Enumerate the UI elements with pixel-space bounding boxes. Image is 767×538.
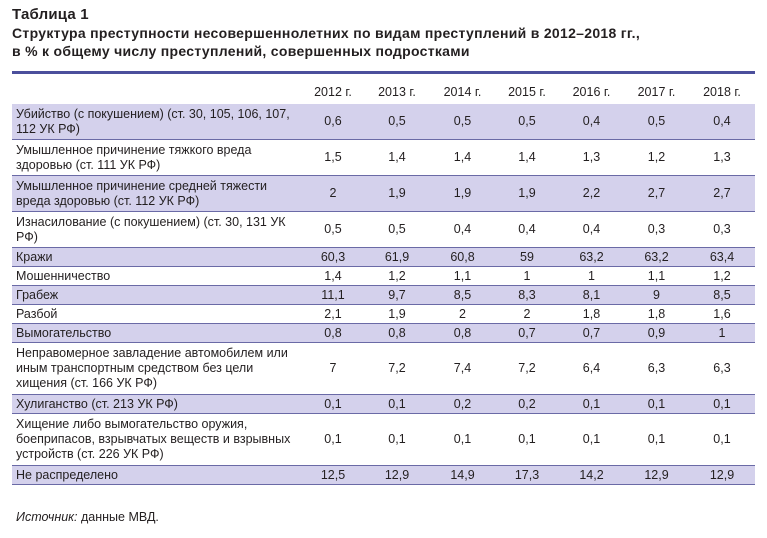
value-cell: 0,5	[364, 212, 430, 248]
value-cell: 0,4	[559, 212, 624, 248]
value-cell: 1,5	[302, 140, 364, 176]
value-cell: 0,4	[495, 212, 559, 248]
value-cell: 6,4	[559, 343, 624, 395]
value-cell: 8,3	[495, 286, 559, 305]
value-cell: 63,4	[689, 248, 755, 267]
value-cell: 1,9	[430, 176, 495, 212]
value-cell: 0,8	[302, 324, 364, 343]
title-rule	[12, 71, 755, 74]
value-cell: 0,1	[302, 395, 364, 414]
value-cell: 2	[430, 305, 495, 324]
value-cell: 7,2	[364, 343, 430, 395]
header-year: 2014 г.	[443, 85, 482, 99]
value-cell: 2,7	[624, 176, 689, 212]
source-text: данные МВД.	[77, 510, 159, 524]
value-cell: 9,7	[364, 286, 430, 305]
value-cell: 1,9	[495, 176, 559, 212]
header-year: 2012 г.	[314, 85, 352, 99]
table-caption-line-1: Структура преступности несовершеннолетних по видам преступлений в 2012–2018 гг.,	[12, 25, 641, 41]
table-row	[12, 140, 755, 176]
value-cell: 1,2	[364, 267, 430, 286]
header-category-cell	[12, 80, 302, 104]
value-cell: 7	[302, 343, 364, 395]
value-cell: 7,4	[430, 343, 495, 395]
value-cell: 1,9	[364, 176, 430, 212]
value-cell: 1,9	[364, 305, 430, 324]
header-row	[12, 80, 755, 104]
table-caption-line-2: в % к общему числу преступлений, совершенных подростками	[12, 43, 470, 59]
value-cell: 61,9	[364, 248, 430, 267]
value-cell: 6,3	[624, 343, 689, 395]
value-cell: 0,6	[302, 104, 364, 140]
value-cell: 2,2	[559, 176, 624, 212]
row-category-label: Не распределено	[12, 466, 302, 485]
table-row	[12, 395, 755, 414]
value-cell: 7,2	[495, 343, 559, 395]
value-cell: 1,4	[495, 140, 559, 176]
value-cell: 14,9	[430, 466, 495, 485]
table-row	[12, 104, 755, 140]
value-cell: 1,3	[559, 140, 624, 176]
header-year: 2016 г.	[572, 85, 611, 99]
header-year: 2017 г.	[637, 85, 676, 99]
value-cell: 59	[495, 248, 559, 267]
table-row	[12, 212, 755, 248]
table-row	[12, 267, 755, 286]
source-note	[16, 510, 159, 524]
value-cell: 6,3	[689, 343, 755, 395]
value-cell: 12,9	[689, 466, 755, 485]
row-category-label: Умышленное причинение тяжкого вреда здоровью (ст. 111 УК РФ)	[12, 140, 302, 176]
value-cell: 2,1	[302, 305, 364, 324]
row-category-label: Хищение либо вымогательство оружия, боеприпасов, взрывчатых веществ и взрывных устройств (ст. 226 УК РФ)	[12, 414, 302, 466]
table-row	[12, 248, 755, 267]
value-cell: 0,1	[364, 414, 430, 466]
value-cell: 14,2	[559, 466, 624, 485]
value-cell: 12,9	[364, 466, 430, 485]
value-cell: 2,7	[689, 176, 755, 212]
value-cell: 0,1	[624, 414, 689, 466]
value-cell: 0,8	[430, 324, 495, 343]
row-category-label: Умышленное причинение средней тяжести вреда здоровью (ст. 112 УК РФ)	[12, 176, 302, 212]
value-cell: 1,4	[302, 267, 364, 286]
table-row	[12, 343, 755, 395]
table-row	[12, 466, 755, 485]
header-year: 2015 г.	[508, 85, 546, 99]
value-cell: 0,7	[495, 324, 559, 343]
value-cell: 0,3	[624, 212, 689, 248]
value-cell: 1,4	[430, 140, 495, 176]
table-row	[12, 176, 755, 212]
value-cell: 1,1	[430, 267, 495, 286]
value-cell: 0,5	[364, 104, 430, 140]
value-cell: 0,8	[364, 324, 430, 343]
value-cell: 0,5	[624, 104, 689, 140]
title-block	[12, 6, 757, 60]
table-row	[12, 305, 755, 324]
crime-structure-table	[12, 80, 755, 485]
value-cell: 0,5	[430, 104, 495, 140]
row-category-label: Вымогательство	[12, 324, 302, 343]
value-cell: 0,7	[559, 324, 624, 343]
table-row	[12, 286, 755, 305]
value-cell: 12,5	[302, 466, 364, 485]
value-cell: 0,1	[430, 414, 495, 466]
value-cell: 1,8	[624, 305, 689, 324]
value-cell: 1	[689, 324, 755, 343]
table-body	[12, 104, 755, 485]
value-cell: 0,1	[302, 414, 364, 466]
value-cell: 8,1	[559, 286, 624, 305]
value-cell: 0,2	[430, 395, 495, 414]
row-category-label: Хулиганство (ст. 213 УК РФ)	[12, 395, 302, 414]
value-cell: 60,3	[302, 248, 364, 267]
row-category-label: Убийство (с покушением) (ст. 30, 105, 106, 107, 112 УК РФ)	[12, 104, 302, 140]
header-year: 2013 г.	[378, 85, 416, 99]
value-cell: 9	[624, 286, 689, 305]
value-cell: 1,3	[689, 140, 755, 176]
value-cell: 1,6	[689, 305, 755, 324]
header-year: 2018 г.	[703, 85, 741, 99]
value-cell: 0,9	[624, 324, 689, 343]
value-cell: 1,8	[559, 305, 624, 324]
value-cell: 60,8	[430, 248, 495, 267]
value-cell: 0,1	[364, 395, 430, 414]
row-category-label: Разбой	[12, 305, 302, 324]
value-cell: 2	[302, 176, 364, 212]
source-label: Источник:	[16, 510, 78, 524]
value-cell: 0,5	[495, 104, 559, 140]
row-category-label: Мошенничество	[12, 267, 302, 286]
value-cell: 0,1	[495, 414, 559, 466]
value-cell: 0,1	[559, 395, 624, 414]
value-cell: 0,1	[689, 414, 755, 466]
value-cell: 63,2	[559, 248, 624, 267]
value-cell: 0,4	[559, 104, 624, 140]
value-cell: 0,2	[495, 395, 559, 414]
value-cell: 63,2	[624, 248, 689, 267]
value-cell: 0,5	[302, 212, 364, 248]
value-cell: 2	[495, 305, 559, 324]
value-cell: 1,2	[689, 267, 755, 286]
value-cell: 12,9	[624, 466, 689, 485]
row-category-label: Грабеж	[12, 286, 302, 305]
row-category-label: Неправомерное завладение автомобилем или иным транспортным средством без цели хищения (ст. 166 УК РФ)	[12, 343, 302, 395]
row-category-label: Изнасилование (с покушением) (ст. 30, 131 УК РФ)	[12, 212, 302, 248]
value-cell: 0,1	[624, 395, 689, 414]
value-cell: 1	[559, 267, 624, 286]
table-label: Таблица 1	[12, 6, 89, 23]
value-cell: 0,4	[430, 212, 495, 248]
value-cell: 0,4	[689, 104, 755, 140]
table-row	[12, 414, 755, 466]
value-cell: 0,3	[689, 212, 755, 248]
value-cell: 11,1	[302, 286, 364, 305]
value-cell: 1,2	[624, 140, 689, 176]
value-cell: 8,5	[689, 286, 755, 305]
value-cell: 0,1	[559, 414, 624, 466]
row-category-label: Кражи	[12, 248, 302, 267]
value-cell: 1,4	[364, 140, 430, 176]
table-row	[12, 324, 755, 343]
value-cell: 0,1	[689, 395, 755, 414]
value-cell: 8,5	[430, 286, 495, 305]
value-cell: 1,1	[624, 267, 689, 286]
value-cell: 1	[495, 267, 559, 286]
value-cell: 17,3	[495, 466, 559, 485]
